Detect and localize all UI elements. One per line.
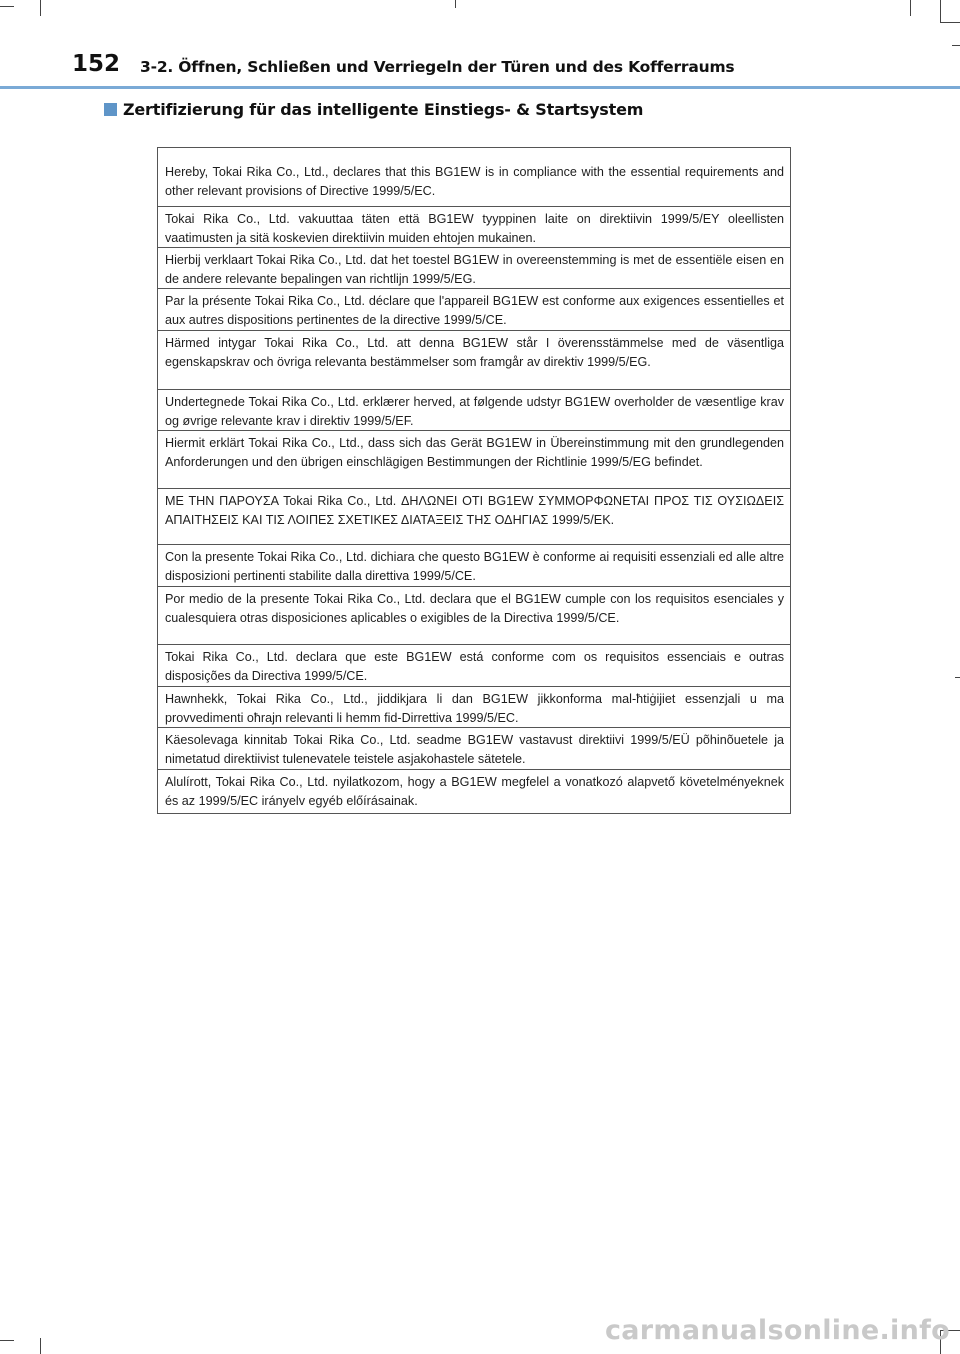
declaration-row: Con la presente Tokai Rika Co., Ltd. dichiara che questo BG1EW è conforme ai requisiti essenziali ed alle altre disposizioni pertinenti stabilite dalla direttiva 1999/5/CE. — [157, 545, 791, 587]
declaration-row: Tokai Rika Co., Ltd. declara que este BG1EW está conforme com os requisitos essenciais e outras disposições da Directiva 1999/5/CE. — [157, 645, 791, 687]
crop-mark — [40, 0, 41, 16]
declaration-row: Por medio de la presente Tokai Rika Co., Ltd. declara que el BG1EW cumple con los requisitos esenciales y cualesquiera otras disposiciones aplicables o exigibles de la Directiva 1999/5/CE. — [157, 587, 791, 645]
declaration-row: Tokai Rika Co., Ltd. vakuuttaa täten että BG1EW tyyppinen laite on direktiivin 1999/5/EY oleellisten vaatimusten ja sitä koskevien direktiivin muiden ehtojen mukainen. — [157, 207, 791, 248]
declarations-table — [157, 147, 791, 814]
declaration-row: Hierbij verklaart Tokai Rika Co., Ltd. dat het toestel BG1EW in overeenstemming is met de essentiële eisen en de andere relevante bepalingen van richtlijn 1999/5/EG. — [157, 248, 791, 289]
page-number: 152 — [72, 51, 121, 77]
declaration-row: Hawnhekk, Tokai Rika Co., Ltd., jiddikjara li dan BG1EW jikkonforma mal-ħtiġijiet essenzjali u ma provvedimenti oħrajn relevanti li hemm fid-Dirrettiva 1999/5/EC. — [157, 687, 791, 728]
page-header — [72, 44, 952, 84]
declaration-row: Alulírott, Tokai Rika Co., Ltd. nyilatkozom, hogy a BG1EW megfelel a vonatkozó alapvető követelményeknek és az 1999/5/EC irányelv egyéb előírásainak. — [157, 770, 791, 814]
crop-mark — [455, 0, 456, 8]
section-heading — [104, 100, 643, 119]
crop-mark — [910, 0, 911, 16]
header-divider — [0, 86, 960, 89]
crop-mark — [40, 1338, 41, 1354]
declaration-row: Par la présente Tokai Rika Co., Ltd. déclare que l'appareil BG1EW est conforme aux exigences essentielles et aux autres dispositions pertinentes de la directive 1999/5/CE. — [157, 289, 791, 331]
crop-mark — [0, 1340, 14, 1341]
declaration-row: Käesolevaga kinnitab Tokai Rika Co., Ltd. seadme BG1EW vastavust direktiivi 1999/5/EÜ põhinõuetele ja nimetatud direktiivist tulenevatele teistele asjakohastele sätetele. — [157, 728, 791, 770]
declaration-row: Hiermit erklärt Tokai Rika Co., Ltd., dass sich das Gerät BG1EW in Übereinstimmung mit den grundlegenden Anforderungen und den übrigen einschlägigen Bestimmungen der Richtlinie 1999/5/EG befindet. — [157, 431, 791, 489]
watermark: carmanualsonline.info — [604, 1315, 950, 1346]
section-title: Zertifizierung für das intelligente Einstiegs- & Startsystem — [123, 100, 644, 119]
square-bullet-icon — [104, 103, 117, 116]
chapter-title: 3-2. Öffnen, Schließen und Verriegeln der Türen und des Kofferraums — [140, 58, 735, 76]
declaration-row: ΜΕ ΤΗΝ ΠΑΡΟΥΣΑ Tokai Rika Co., Ltd. ΔΗΛΩΝΕΙ ΟΤΙ BG1EW ΣΥΜΜΟΡΦΩΝΕΤΑΙ ΠΡΟΣ ΤΙΣ ΟΥΣΙΩΔΕΙΣ ΑΠΑΙΤΗΣΕΙΣ ΚΑΙ ΤΙΣ ΛΟΙΠΕΣ ΣΧΕΤΙΚΕΣ ΔΙΑΤΑΞΕΙΣ ΤΗΣ ΟΔΗΓΙΑΣ 1999/5/ΕΚ. — [157, 489, 791, 545]
crop-mark — [952, 45, 960, 46]
declaration-row: Härmed intygar Tokai Rika Co., Ltd. att denna BG1EW står I överensstämmelse med de väsentliga egenskapskrav och övriga relevanta bestämmelser som framgår av direktiv 1999/5/EG. — [157, 331, 791, 390]
crop-mark — [955, 677, 960, 678]
declaration-row: Undertegnede Tokai Rika Co., Ltd. erklærer herved, at følgende udstyr BG1EW overholder de væsentlige krav og øvrige relevante krav i direktiv 1999/5/EF. — [157, 390, 791, 431]
crop-mark — [940, 22, 960, 23]
crop-mark — [940, 0, 941, 22]
crop-mark — [0, 6, 14, 7]
declaration-row: Hereby, Tokai Rika Co., Ltd., declares that this BG1EW is in compliance with the essential requirements and other relevant provisions of Directive 1999/5/EC. — [157, 148, 791, 207]
